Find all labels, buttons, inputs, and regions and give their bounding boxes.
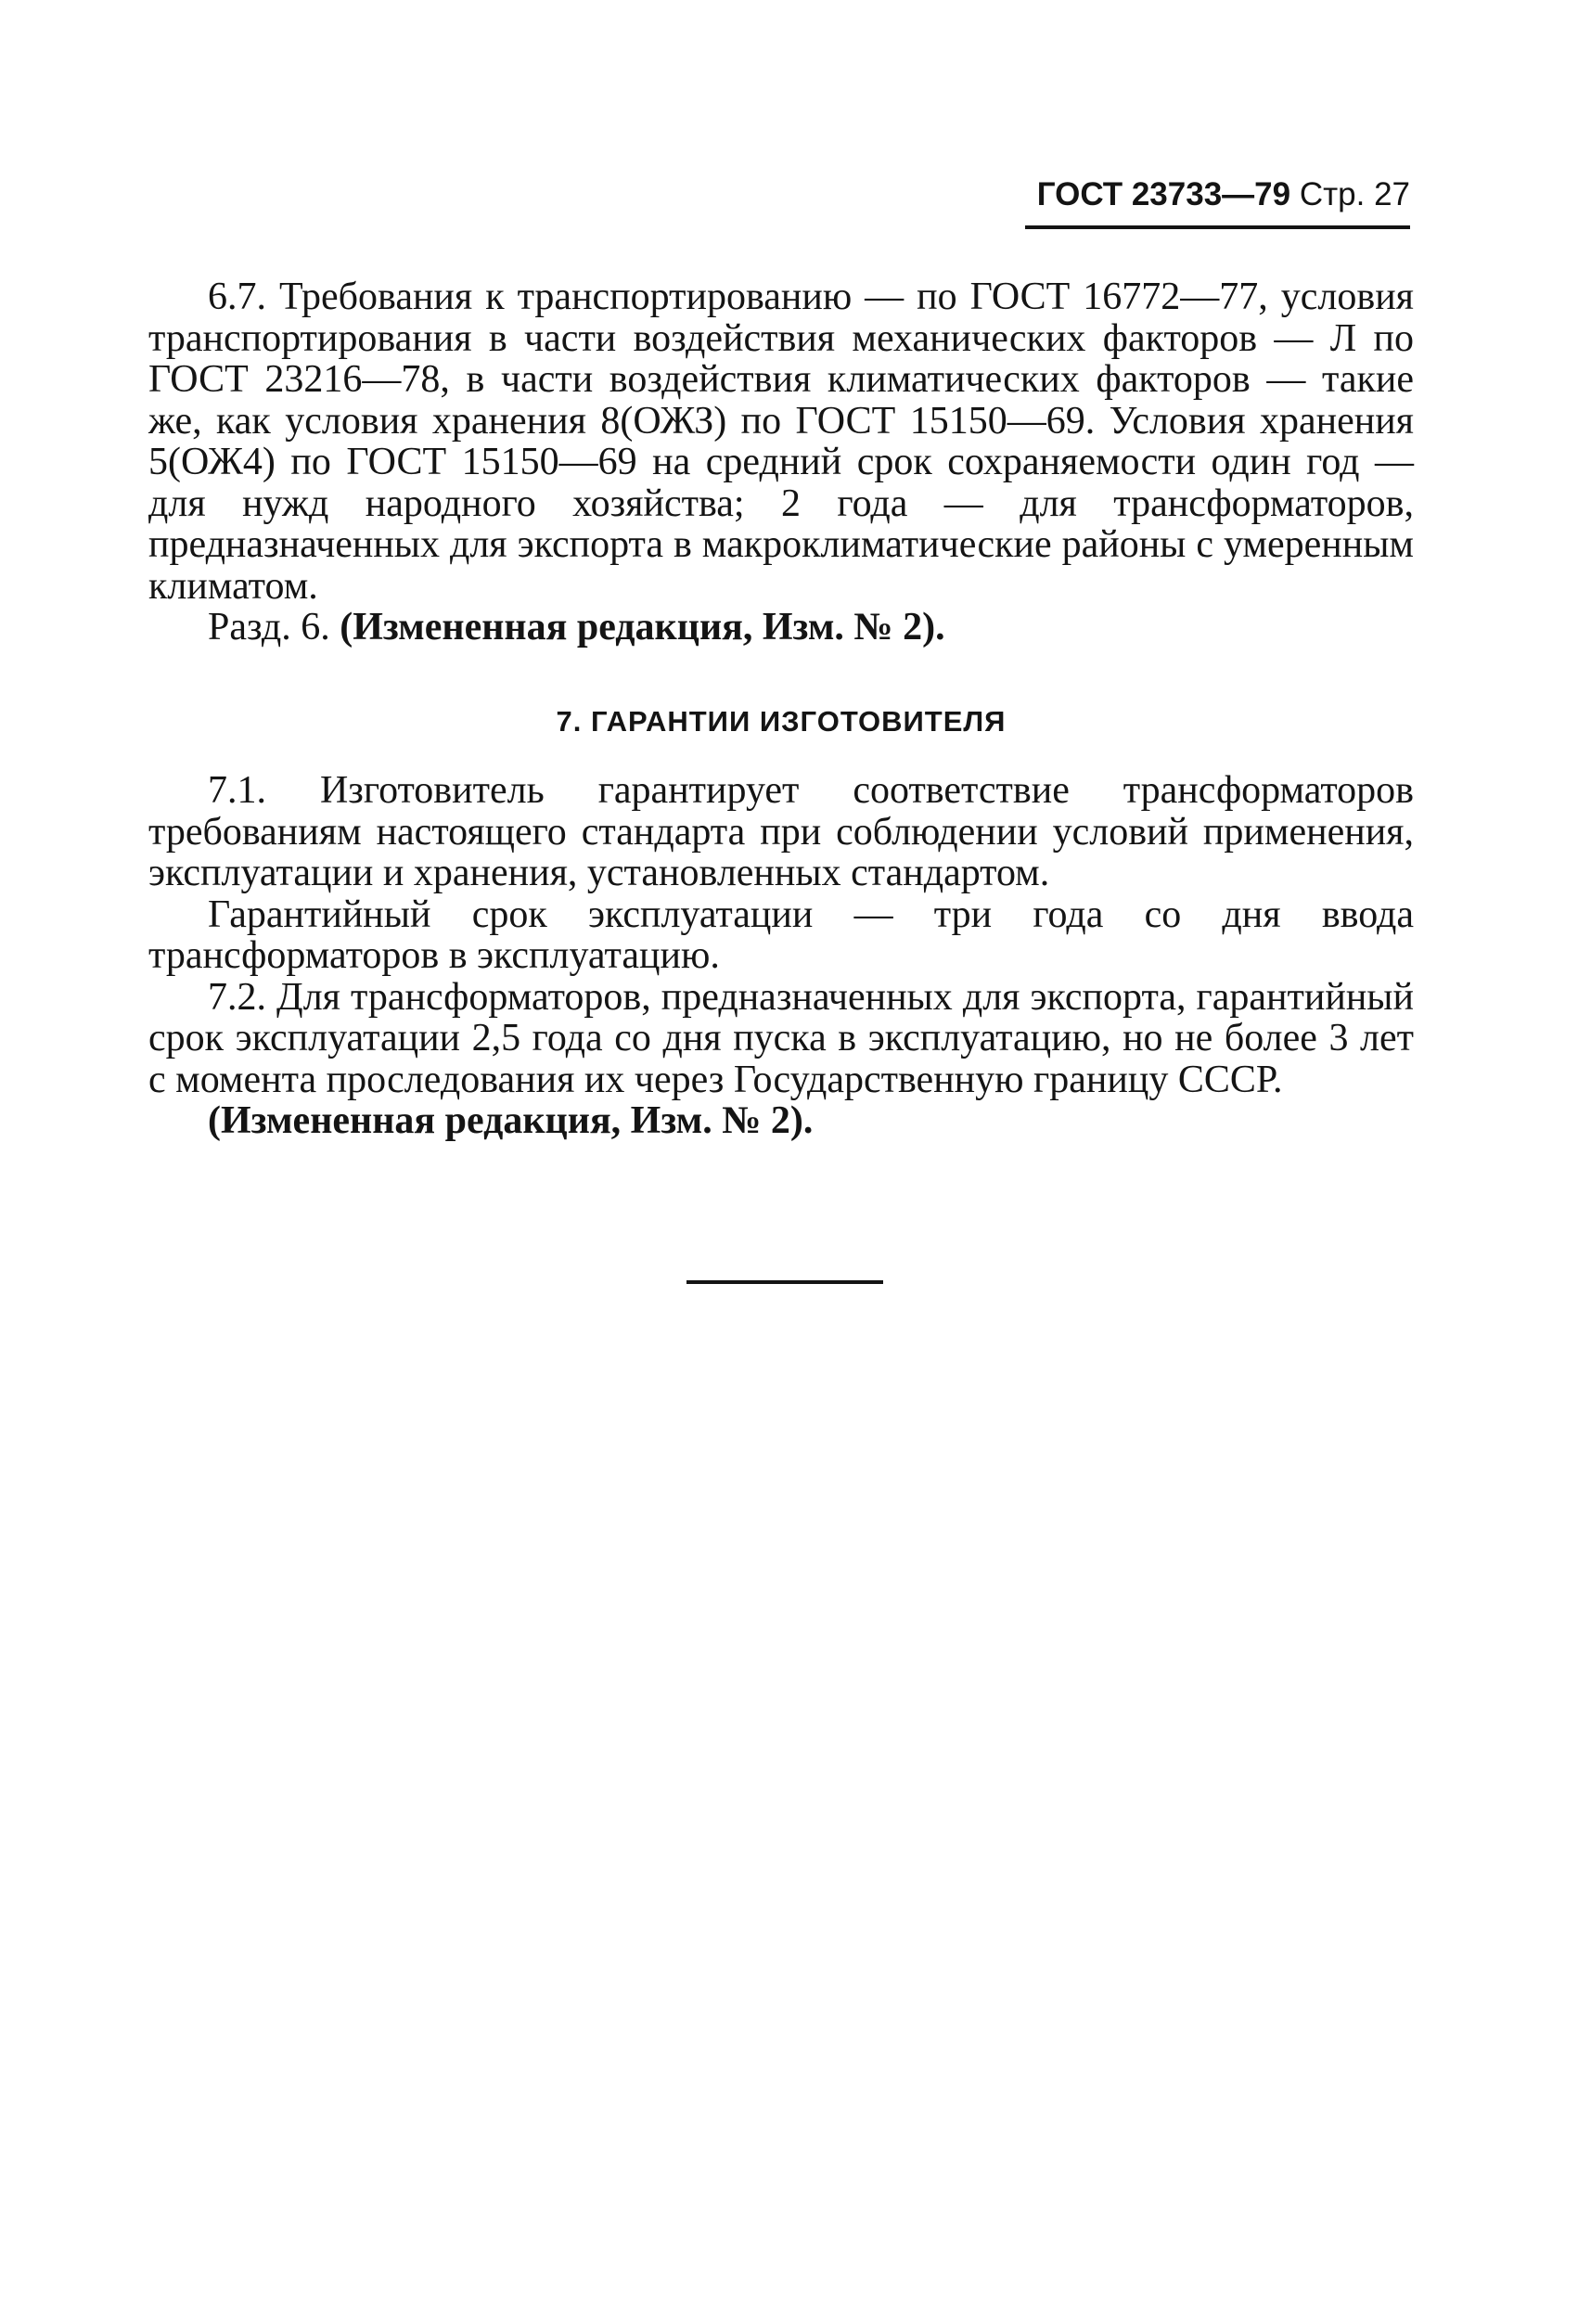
section-6-amendment-note [148, 607, 1414, 648]
amendment-text: (Измененная редакция, Изм. № 2). [340, 606, 945, 648]
end-rule [686, 1280, 883, 1284]
paragraph-6-7: 6.7. Требования к транспортированию — по ГОСТ 16772—77, условия транспортирования в части воздействия механических факторов — Л по ГОСТ 23216—78, в части воздействия климатических факторов — такие же, как условия хранения 8(ОЖЗ) по ГОСТ 15150—69. Условия хранения 5(ОЖ4) по ГОСТ 15150—69 на средний срок сохраняемости один год — для нужд народного хозяйства; 2 года — для трансформаторов, предназначенных для экспорта в макроклиматические районы с умеренным климатом. [148, 276, 1414, 608]
section-7-amendment-note: (Измененная редакция, Изм. № 2). [208, 1099, 814, 1142]
section-7-title: 7. ГАРАНТИИ ИЗГОТОВИТЕЛЯ [556, 705, 1007, 738]
running-header [974, 174, 1410, 215]
section-7 [148, 770, 1414, 1142]
paragraph-7-1: 7.1. Изготовитель гарантирует соответствие трансформаторов требованиям настоящего стандарта при соблюдении условий применения, эксплуатации и хранения, установленных стандартом. [148, 769, 1414, 894]
section-6 [148, 276, 1414, 648]
standard-number: ГОСТ 23733—79 [1036, 176, 1291, 212]
warranty-period-paragraph: Гарантийный срок эксплуатации — три года со дня ввода трансформаторов в эксплуатацию. [148, 892, 1414, 977]
header-rule [1025, 225, 1410, 229]
amendment-prefix: Разд. 6. [208, 606, 330, 648]
page-number: Стр. 27 [1299, 176, 1410, 212]
paragraph-7-2: 7.2. Для трансформаторов, предназначенных для экспорта, гарантийный срок эксплуатации 2,5 года со дня пуска в эксплуатацию, но не более 3 лет с момента проследования их через Государственную границу СССР. [148, 975, 1414, 1101]
